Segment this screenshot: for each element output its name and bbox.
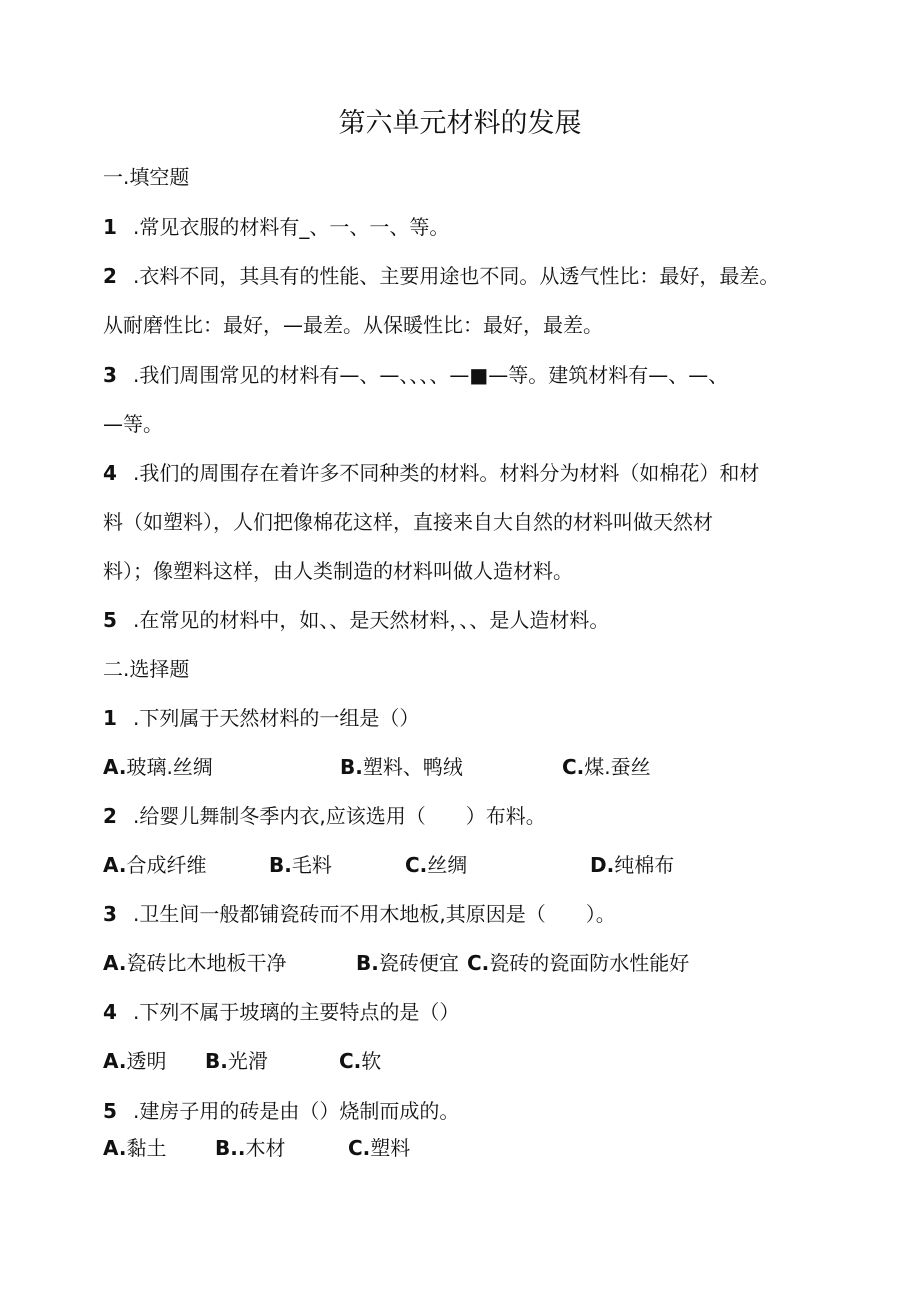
question-text: .我们周围常见的材料有—、—、、、、—■—等。建筑材料有—、—、 — [133, 363, 729, 387]
option-b: B..木材 — [215, 1136, 286, 1160]
option-b: B.塑料、鸭绒 — [340, 755, 463, 779]
fill-question-4 — [103, 458, 843, 488]
choice-question-1 — [103, 703, 843, 733]
option-c: C.丝绸 — [405, 853, 468, 877]
question-text: .给婴儿舞制冬季内衣,应该选用（ ）布料。 — [133, 804, 546, 828]
question-number: 3 — [103, 902, 117, 926]
fill-question-5 — [103, 605, 843, 635]
option-b: B.光滑 — [205, 1049, 268, 1073]
question-number: 4 — [103, 1000, 117, 1024]
option-a: A.黏土 — [103, 1136, 167, 1160]
option-a: A.透明 — [103, 1049, 167, 1073]
question-text: .在常见的材料中，如、、是天然材料，、、是人造材料。 — [133, 608, 610, 632]
question-number: 5 — [103, 1099, 117, 1123]
choice-question-2 — [103, 801, 843, 831]
question-text: .建房子用的砖是由（）烧制而成的。 — [133, 1099, 460, 1123]
fill-question-2 — [103, 261, 843, 291]
fill-question-1 — [103, 212, 843, 242]
option-a: A.玻璃.丝绸 — [103, 755, 213, 779]
section-heading-multiple-choice: 二.选择题 — [103, 657, 190, 681]
option-a: A.合成纤维 — [103, 853, 207, 877]
question-number: 1 — [103, 215, 117, 239]
option-b: B.毛料 — [269, 853, 332, 877]
question-text: .我们的周围存在着许多不同种类的材料。材料分为材料（如棉花）和材 — [133, 461, 760, 485]
option-c: C.软 — [339, 1049, 382, 1073]
option-c: C.煤.蚕丝 — [562, 755, 651, 779]
question-text: .卫生间一般都铺瓷砖而不用木地板,其原因是（ ）。 — [133, 902, 616, 926]
choice-question-5 — [103, 1096, 843, 1126]
section-heading-fill-blank: 一.填空题 — [103, 165, 190, 189]
choice-question-3 — [103, 899, 843, 929]
page-title: 第六单元材料的发展 — [338, 108, 582, 139]
question-text: .下列属于天然材料的一组是（） — [133, 706, 420, 730]
choice-question-4 — [103, 997, 843, 1027]
question-text: .下列不属于坡璃的主要特点的是（） — [133, 1000, 460, 1024]
option-d: D.纯棉布 — [590, 853, 675, 877]
question-number: 5 — [103, 608, 117, 632]
option-a: A.瓷砖比木地板干净 — [103, 951, 287, 975]
question-number: 4 — [103, 461, 117, 485]
fill-question-2-continued: 从耐磨性比：最好，—最差。从保暖性比：最好，最差。 — [103, 313, 603, 337]
option-b: B.瓷砖便宜 — [356, 951, 459, 975]
question-number: 1 — [103, 706, 117, 730]
fill-question-4-continued: 料（如塑料），人们把像棉花这样，直接来自大自然的材料叫做天然材 — [103, 510, 713, 534]
question-number: 3 — [103, 363, 117, 387]
fill-question-3 — [103, 360, 843, 390]
fill-question-3-continued: —等。 — [103, 412, 163, 436]
option-c: C.塑料 — [348, 1136, 411, 1160]
question-number: 2 — [103, 804, 117, 828]
question-number: 2 — [103, 264, 117, 288]
fill-question-4-continued: 料）；像塑料这样，由人类制造的材料叫做人造材料。 — [103, 559, 573, 583]
question-text: .衣料不同，其具有的性能、主要用途也不同。从透气性比：最好，最差。 — [133, 264, 780, 288]
question-text: .常见衣服的材料有_、一、一、等。 — [133, 215, 450, 239]
option-c: C.瓷砖的瓷面防水性能好 — [467, 951, 690, 975]
